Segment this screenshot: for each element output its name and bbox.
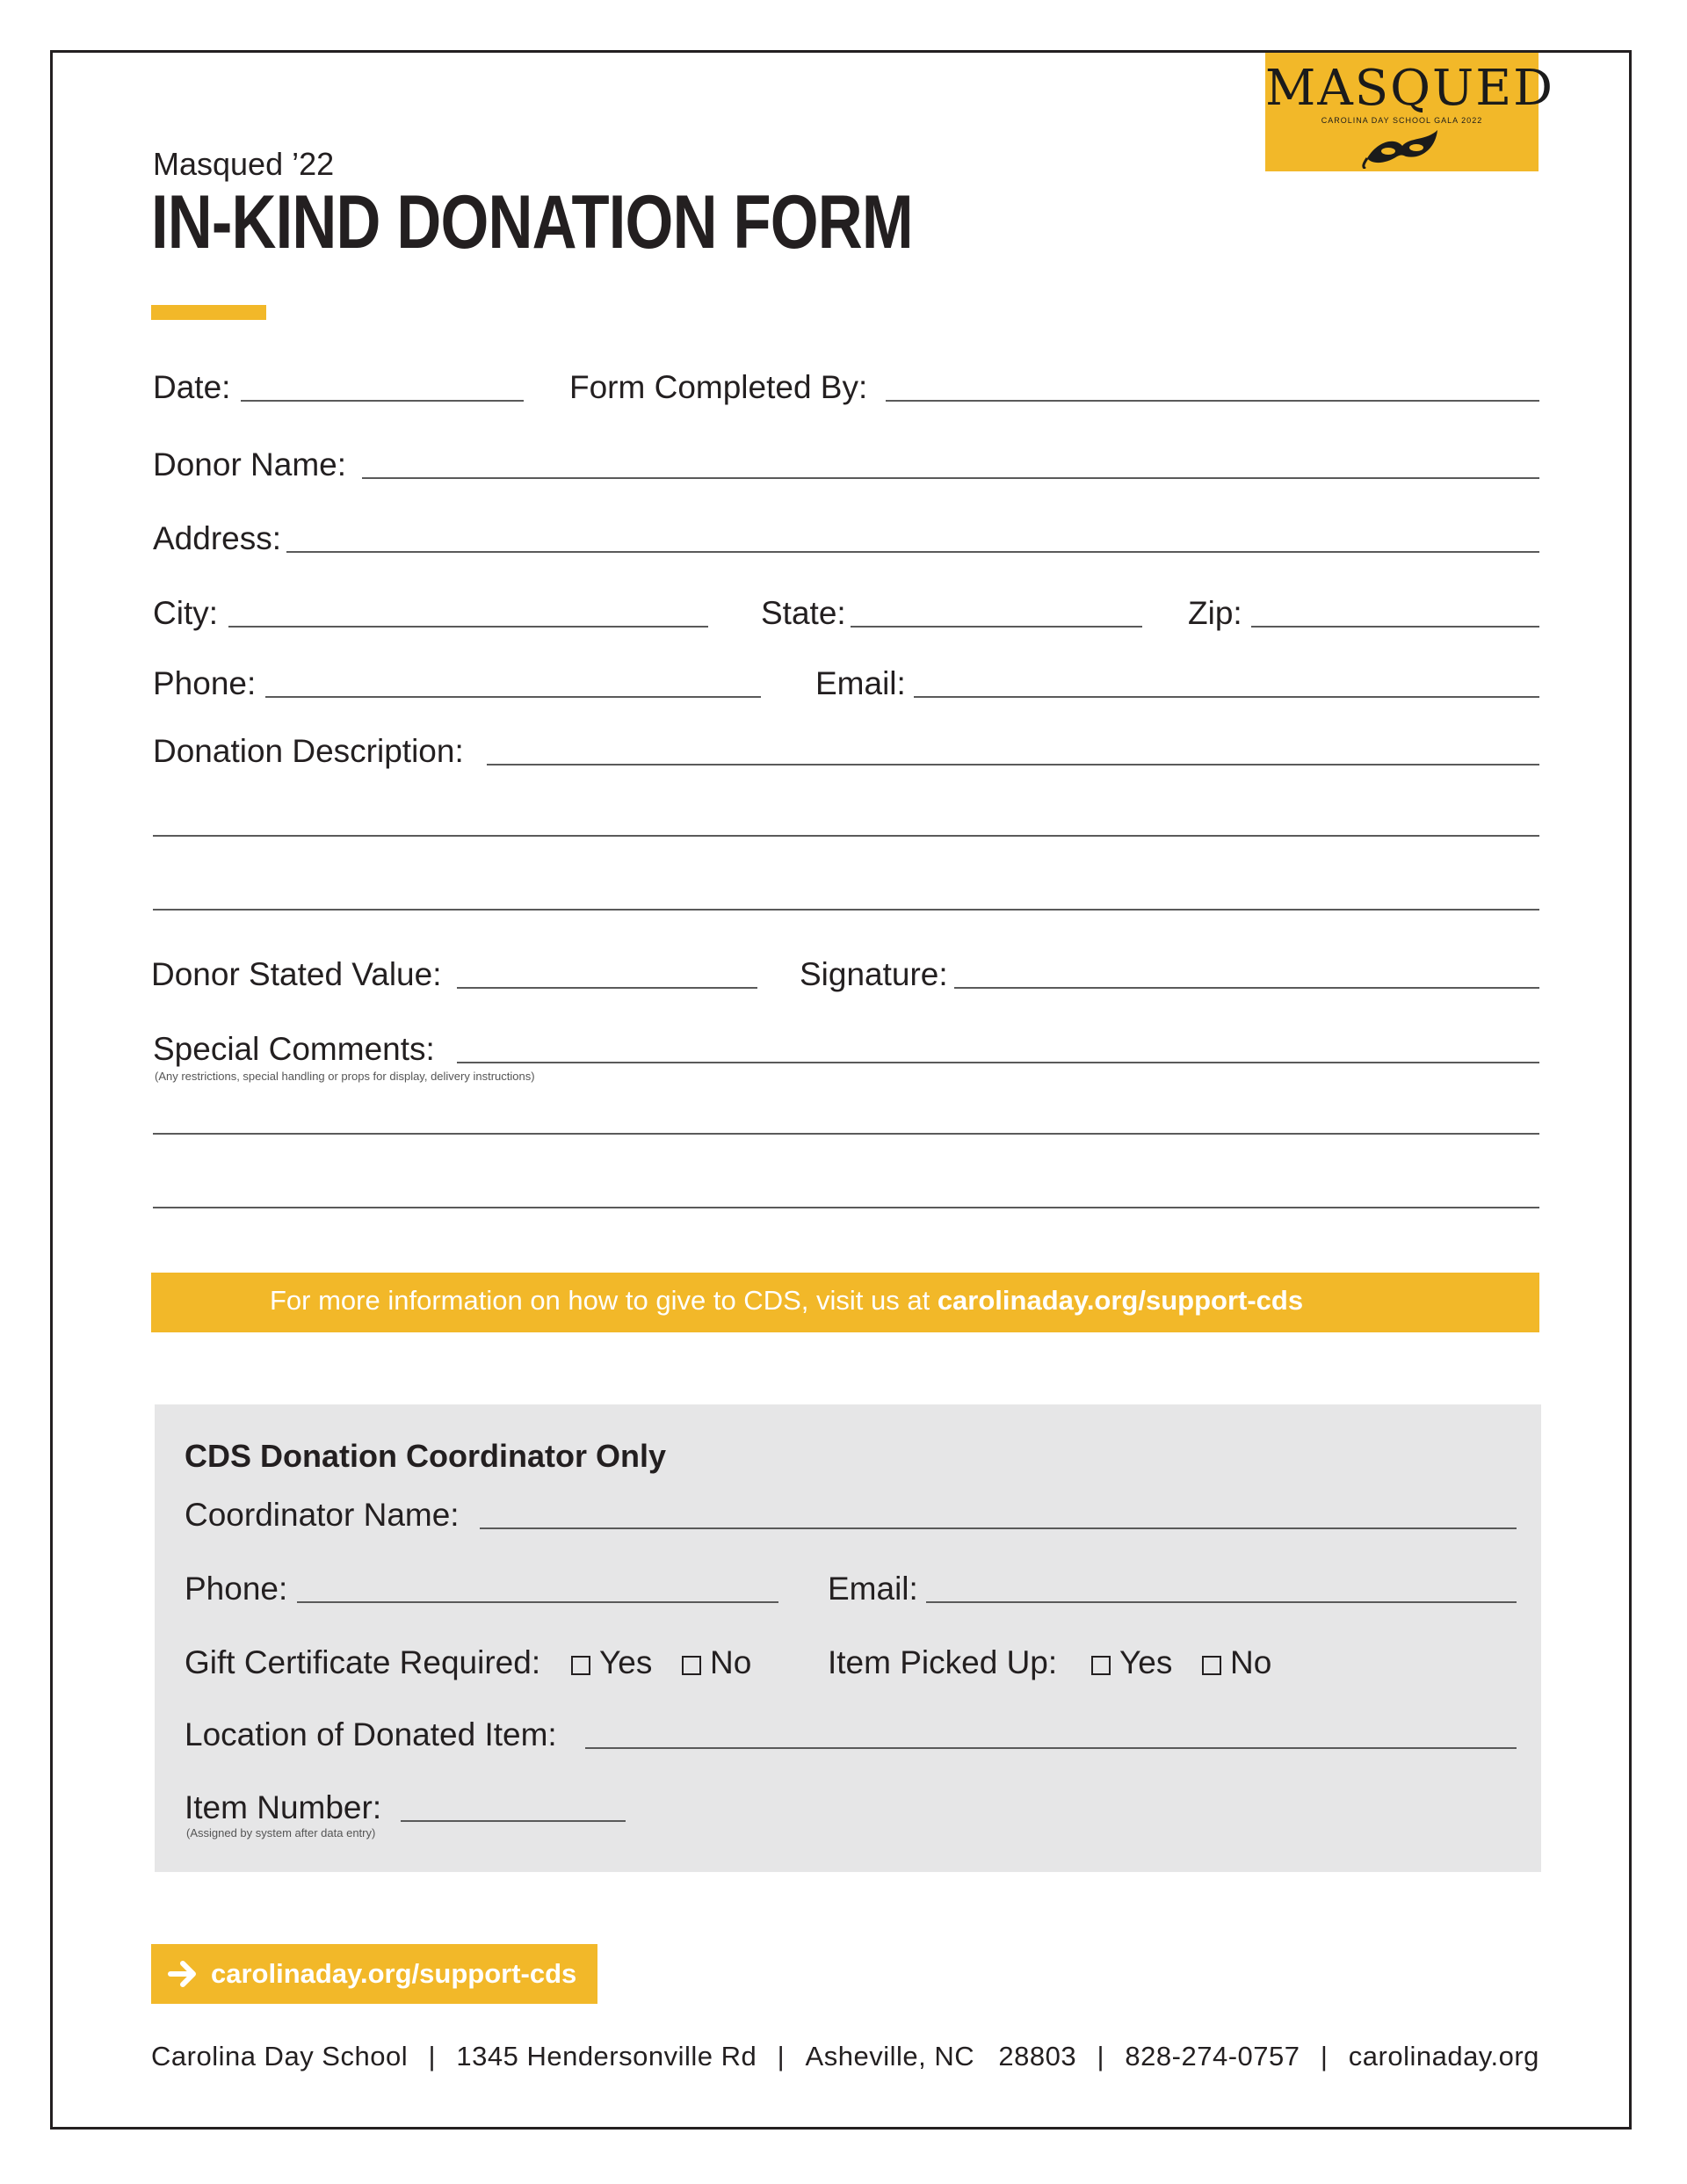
item-number-field[interactable]	[401, 1820, 626, 1822]
coordinator-panel-title: CDS Donation Coordinator Only	[185, 1438, 666, 1474]
footer-website[interactable]: carolinaday.org	[1348, 2041, 1539, 2072]
gift-certificate-no[interactable]	[682, 1646, 751, 1679]
coordinator-email-field[interactable]	[926, 1601, 1517, 1603]
event-eyebrow: Masqued ’22	[153, 146, 335, 182]
donation-description-line-2[interactable]	[153, 835, 1539, 837]
info-banner-text	[270, 1285, 1303, 1317]
footer-separator: |	[1097, 2041, 1105, 2072]
address-label: Address:	[153, 520, 282, 556]
item-picked-up-no-label: No	[1230, 1644, 1272, 1680]
checkbox-icon[interactable]	[571, 1656, 590, 1675]
state-field[interactable]	[851, 626, 1142, 628]
phone-field[interactable]	[265, 696, 761, 698]
special-comments-line-2[interactable]	[153, 1133, 1539, 1135]
support-link-text[interactable]: carolinaday.org/support-cds	[211, 1958, 577, 1989]
item-picked-up-yes-label: Yes	[1119, 1644, 1173, 1680]
gift-certificate-yes[interactable]	[571, 1646, 652, 1679]
info-banner	[151, 1273, 1539, 1332]
donation-description-line-3[interactable]	[153, 909, 1539, 911]
gift-certificate-yes-label: Yes	[599, 1644, 653, 1680]
city-field[interactable]	[228, 626, 708, 628]
signature-label: Signature:	[800, 956, 948, 992]
footer-phone: 828-274-0757	[1125, 2041, 1300, 2072]
support-link-chip[interactable]	[151, 1944, 597, 2004]
donor-name-field[interactable]	[362, 477, 1539, 479]
gift-certificate-no-label: No	[710, 1644, 752, 1680]
footer-city: Asheville, NC 28803	[805, 2041, 1077, 2072]
mask-icon	[1360, 125, 1444, 169]
checkbox-icon[interactable]	[1091, 1656, 1111, 1675]
state-label: State:	[761, 595, 846, 631]
page-title: IN-KIND DONATION FORM	[151, 180, 913, 265]
signature-field[interactable]	[954, 987, 1539, 989]
coordinator-name-label: Coordinator Name:	[185, 1497, 460, 1533]
item-picked-up-no[interactable]	[1202, 1646, 1271, 1679]
completed-by-label: Form Completed By:	[569, 369, 868, 405]
item-number-note: (Assigned by system after data entry)	[186, 1826, 376, 1839]
donation-description-label: Donation Description:	[153, 733, 464, 769]
phone-label: Phone:	[153, 665, 257, 701]
coordinator-phone-label: Phone:	[185, 1571, 288, 1607]
location-field[interactable]	[585, 1747, 1517, 1749]
zip-label: Zip:	[1188, 595, 1242, 631]
masqued-logo	[1265, 53, 1555, 171]
item-picked-up-yes[interactable]	[1091, 1646, 1172, 1679]
info-banner-link[interactable]: carolinaday.org/support-cds	[937, 1285, 1304, 1316]
info-banner-lead: For more information on how to give to CDS, visit us at	[270, 1285, 938, 1316]
coordinator-name-field[interactable]	[480, 1527, 1517, 1529]
special-comments-note: (Any restrictions, special handling or props for display, delivery instructions)	[155, 1070, 535, 1083]
footer-separator: |	[777, 2041, 786, 2072]
donor-value-field[interactable]	[457, 987, 757, 989]
arrow-right-icon	[165, 1956, 200, 1992]
donor-name-label: Donor Name:	[153, 446, 347, 483]
city-label: City:	[153, 595, 218, 631]
coordinator-email-label: Email:	[828, 1571, 918, 1607]
logo-tagline: CAROLINA DAY SCHOOL GALA 2022	[1321, 116, 1483, 125]
logo-wordmark: MASQUED	[1265, 60, 1555, 117]
footer-contact	[151, 2041, 1539, 2072]
footer-address: 1345 Hendersonville Rd	[456, 2041, 757, 2072]
footer-separator: |	[1320, 2041, 1329, 2072]
title-accent-rule	[151, 305, 266, 320]
special-comments-field[interactable]	[457, 1062, 1539, 1063]
donation-description-field[interactable]	[487, 764, 1539, 765]
donor-value-label: Donor Stated Value:	[151, 956, 442, 992]
date-label: Date:	[153, 369, 231, 405]
email-field[interactable]	[914, 696, 1539, 698]
footer-school: Carolina Day School	[151, 2041, 409, 2072]
special-comments-line-3[interactable]	[153, 1207, 1539, 1208]
checkbox-icon[interactable]	[1202, 1656, 1221, 1675]
special-comments-label: Special Comments:	[153, 1031, 435, 1067]
completed-by-field[interactable]	[886, 400, 1539, 402]
gift-certificate-label: Gift Certificate Required:	[185, 1644, 541, 1680]
coordinator-panel	[155, 1404, 1541, 1872]
checkbox-icon[interactable]	[682, 1656, 701, 1675]
email-label: Email:	[815, 665, 906, 701]
coordinator-phone-field[interactable]	[297, 1601, 778, 1603]
footer-separator: |	[428, 2041, 437, 2072]
location-label: Location of Donated Item:	[185, 1716, 557, 1752]
item-number-label: Item Number:	[185, 1789, 382, 1825]
zip-field[interactable]	[1251, 626, 1539, 628]
date-field[interactable]	[241, 400, 524, 402]
address-field[interactable]	[286, 551, 1539, 553]
item-picked-up-label: Item Picked Up:	[828, 1644, 1058, 1680]
